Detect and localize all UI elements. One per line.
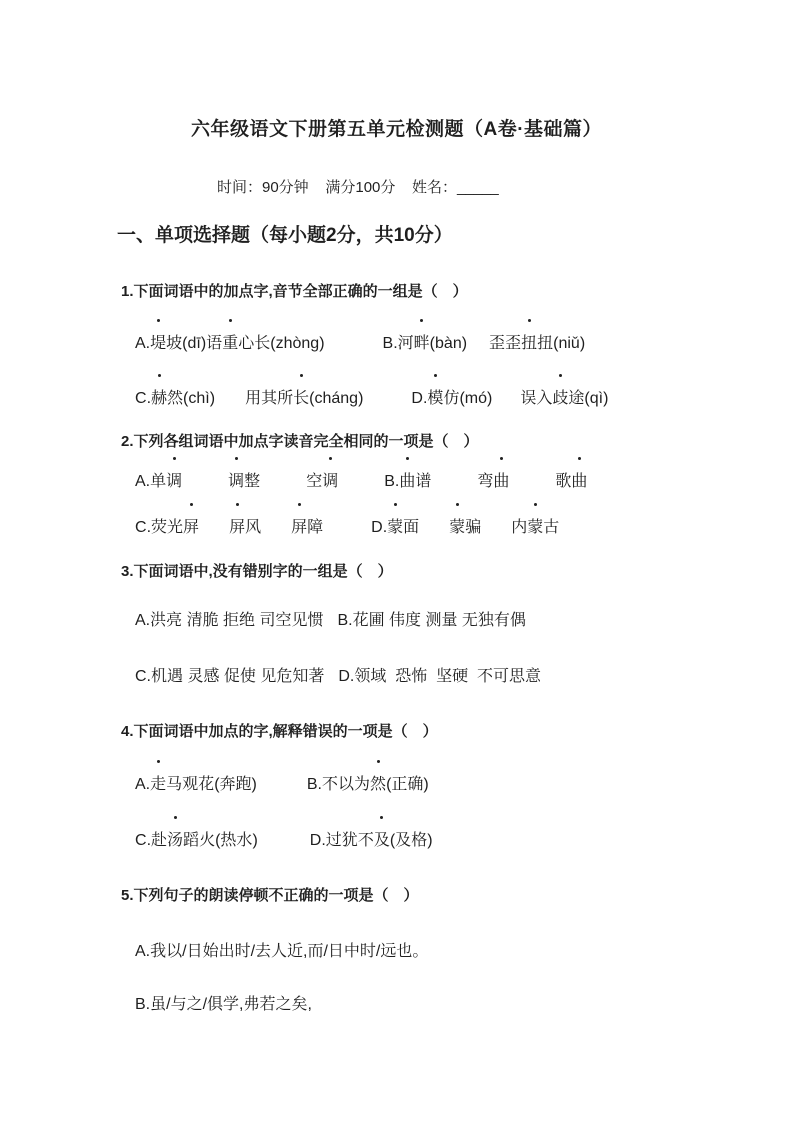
- option-text: A.走马观花(奔跑): [135, 771, 257, 794]
- option-c-text: C.机遇 灵感 促使 见危知著: [135, 668, 325, 685]
- emphasis-dotted-char: 然: [370, 771, 386, 794]
- option-b-text: B.花圃 伟度 测量 无独有偶: [337, 612, 526, 629]
- emphasis-dotted-char: 及: [374, 827, 390, 850]
- option-d-text: D.领域 恐怖 坚硬 不可思意: [338, 668, 542, 685]
- emphasis-dotted-char: 屏: [183, 514, 199, 537]
- emphasis-dotted-char: 模: [427, 385, 443, 408]
- emphasis-dotted-char: 屏: [229, 514, 245, 537]
- option-text: 用其所长(cháng): [245, 385, 363, 408]
- question-5-option-a: A.我以/日始出时/去人近,而/日中时/远也。: [135, 943, 429, 960]
- emphasis-dotted-char: 调: [322, 468, 338, 491]
- option-text: 弯曲: [477, 468, 509, 491]
- option-text: 蒙骗: [449, 514, 481, 537]
- emphasis-dotted-char: 歧: [552, 385, 568, 408]
- question-5-stem: 5.下列句子的朗读停顿不正确的一项是（ ）: [121, 887, 419, 904]
- option-a-text: A.洪亮 清脆 拒绝 司空见惯: [135, 612, 324, 629]
- question-3-stem: 3.下面词语中,没有错别字的一组是（ ）: [121, 563, 393, 580]
- option-text: 屏风: [229, 514, 261, 537]
- question-4-options-cd: [135, 813, 433, 850]
- option-text: C.赴汤蹈火(热水): [135, 827, 258, 850]
- option-text: A.堤坡(dī)语重心长(zhòng): [135, 330, 325, 353]
- emphasis-dotted-char: 蒙: [449, 514, 465, 537]
- question-4-options-ab: [135, 757, 429, 794]
- option-text: C.荧光屏: [135, 514, 199, 537]
- option-text: 空调: [306, 468, 338, 491]
- option-text: C.赫然(chì): [135, 385, 215, 408]
- option-text: 误入歧途(qì): [520, 385, 608, 408]
- option-text: B.曲谱: [384, 468, 431, 491]
- option-text: A.单调: [135, 468, 182, 491]
- section-heading: 一、单项选择题（每小题2分，共10分）: [117, 225, 453, 246]
- emphasis-dotted-char: 曲: [571, 468, 587, 491]
- emphasis-dotted-char: 调: [166, 468, 182, 491]
- emphasis-dotted-char: 走: [150, 771, 166, 794]
- emphasis-dotted-char: 蒙: [387, 514, 403, 537]
- question-1-stem: 1.下面词语中的加点字,音节全部正确的一组是（ ）: [121, 283, 468, 300]
- emphasis-dotted-char: 长: [293, 385, 309, 408]
- option-text: 内蒙古: [511, 514, 559, 537]
- emphasis-dotted-char: 屏: [291, 514, 307, 537]
- question-2-stem: 2.下列各组词语中加点字读音完全相同的一项是（ ）: [121, 433, 479, 450]
- option-text: D.蒙面: [371, 514, 419, 537]
- emphasis-dotted-char: 堤: [150, 330, 166, 353]
- question-5-option-b: B.虽/与之/俱学,弗若之矣,: [135, 996, 312, 1013]
- option-text: B.河畔(bàn): [383, 330, 468, 353]
- emphasis-dotted-char: 重: [222, 330, 238, 353]
- question-3-options-cd: [135, 663, 541, 686]
- exam-title: 六年级语文下册第五单元检测题（A卷·基础篇）: [190, 119, 603, 140]
- question-2-options-cd: [135, 500, 559, 537]
- question-3-options-ab: [135, 607, 526, 630]
- emphasis-dotted-char: 曲: [399, 468, 415, 491]
- option-text: D.过犹不及(及格): [310, 827, 433, 850]
- question-4-stem: 4.下面词语中加点的字,解释错误的一项是（ ）: [121, 723, 438, 740]
- question-1-options-ab: [135, 316, 585, 353]
- question-1-options-cd: [135, 371, 608, 408]
- emphasis-dotted-char: 调: [228, 468, 244, 491]
- option-text: B.不以为然(正确): [307, 771, 429, 794]
- emphasis-dotted-char: 扭: [521, 330, 537, 353]
- option-text: D.模仿(mó): [411, 385, 492, 408]
- option-text: 屏障: [291, 514, 323, 537]
- emphasis-dotted-char: 畔: [414, 330, 430, 353]
- option-text: 调整: [228, 468, 260, 491]
- question-2-options-ab: [135, 454, 587, 491]
- emphasis-dotted-char: 蒙: [527, 514, 543, 537]
- option-text: 歌曲: [555, 468, 587, 491]
- exam-meta-line: 时间：90分钟 满分100分 姓名：_____: [217, 179, 499, 196]
- emphasis-dotted-char: 汤: [167, 827, 183, 850]
- emphasis-dotted-char: 赫: [151, 385, 167, 408]
- option-text: 歪歪扭扭(niǔ): [489, 330, 585, 353]
- emphasis-dotted-char: 曲: [493, 468, 509, 491]
